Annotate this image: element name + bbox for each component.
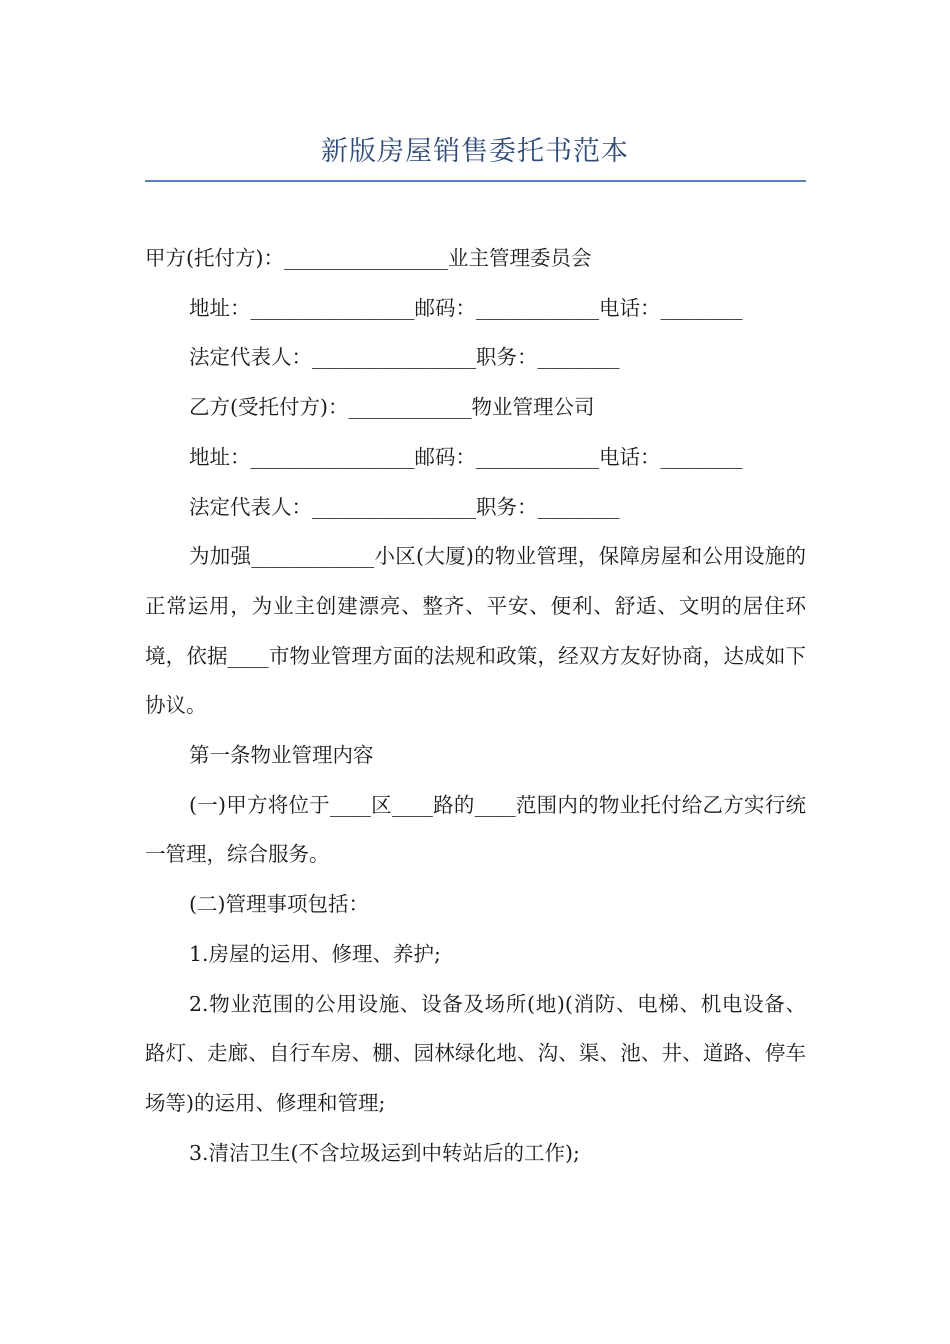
clause-2-heading: (二)管理事项包括： bbox=[189, 892, 369, 917]
document-body bbox=[145, 234, 806, 1178]
party-a-representative-line: 法定代表人：________________职务：________ bbox=[189, 345, 620, 370]
preamble-paragraph: 为加强____________小区(大厦)的物业管理，保障房屋和公用设施的正常运用，为业主创建漂亮、整齐、平安、便利、舒适、文明的居住环境，依据____市物业管理方面的法规和政策，经双方友好协商，达成如下协议。 bbox=[145, 544, 806, 718]
party-b-representative-line: 法定代表人：________________职务：________ bbox=[189, 494, 620, 519]
item-2-paragraph: 2.物业范围的公用设施、设备及场所(地)(消防、电梯、机电设备、路灯、走廊、自行车房、棚、园林绿化地、沟、渠、池、井、道路、停车场等)的运用、修理和管理; bbox=[145, 991, 806, 1115]
party-a-address-line: 地址：________________邮码：____________电话：________ bbox=[189, 295, 743, 320]
party-a-line: 甲方(托付方)：________________业主管理委员会 bbox=[145, 246, 592, 270]
item-1-paragraph: 1.房屋的运用、修理、养护; bbox=[189, 941, 441, 966]
item-3-paragraph: 3.清洁卫生(不含垃圾运到中转站后的工作); bbox=[189, 1140, 580, 1165]
document-title: 新版房屋销售委托书范本 bbox=[321, 136, 629, 167]
clause-1-paragraph: (一)甲方将位于____区____路的____范围内的物业托付给乙方实行统一管理，综合服务。 bbox=[145, 792, 806, 867]
party-b-line: 乙方(受托付方)：____________物业管理公司 bbox=[189, 395, 595, 420]
title-underline bbox=[145, 180, 806, 182]
party-b-address-line: 地址：________________邮码：____________电话：________ bbox=[189, 444, 743, 469]
article-1-heading: 第一条物业管理内容 bbox=[189, 743, 374, 768]
